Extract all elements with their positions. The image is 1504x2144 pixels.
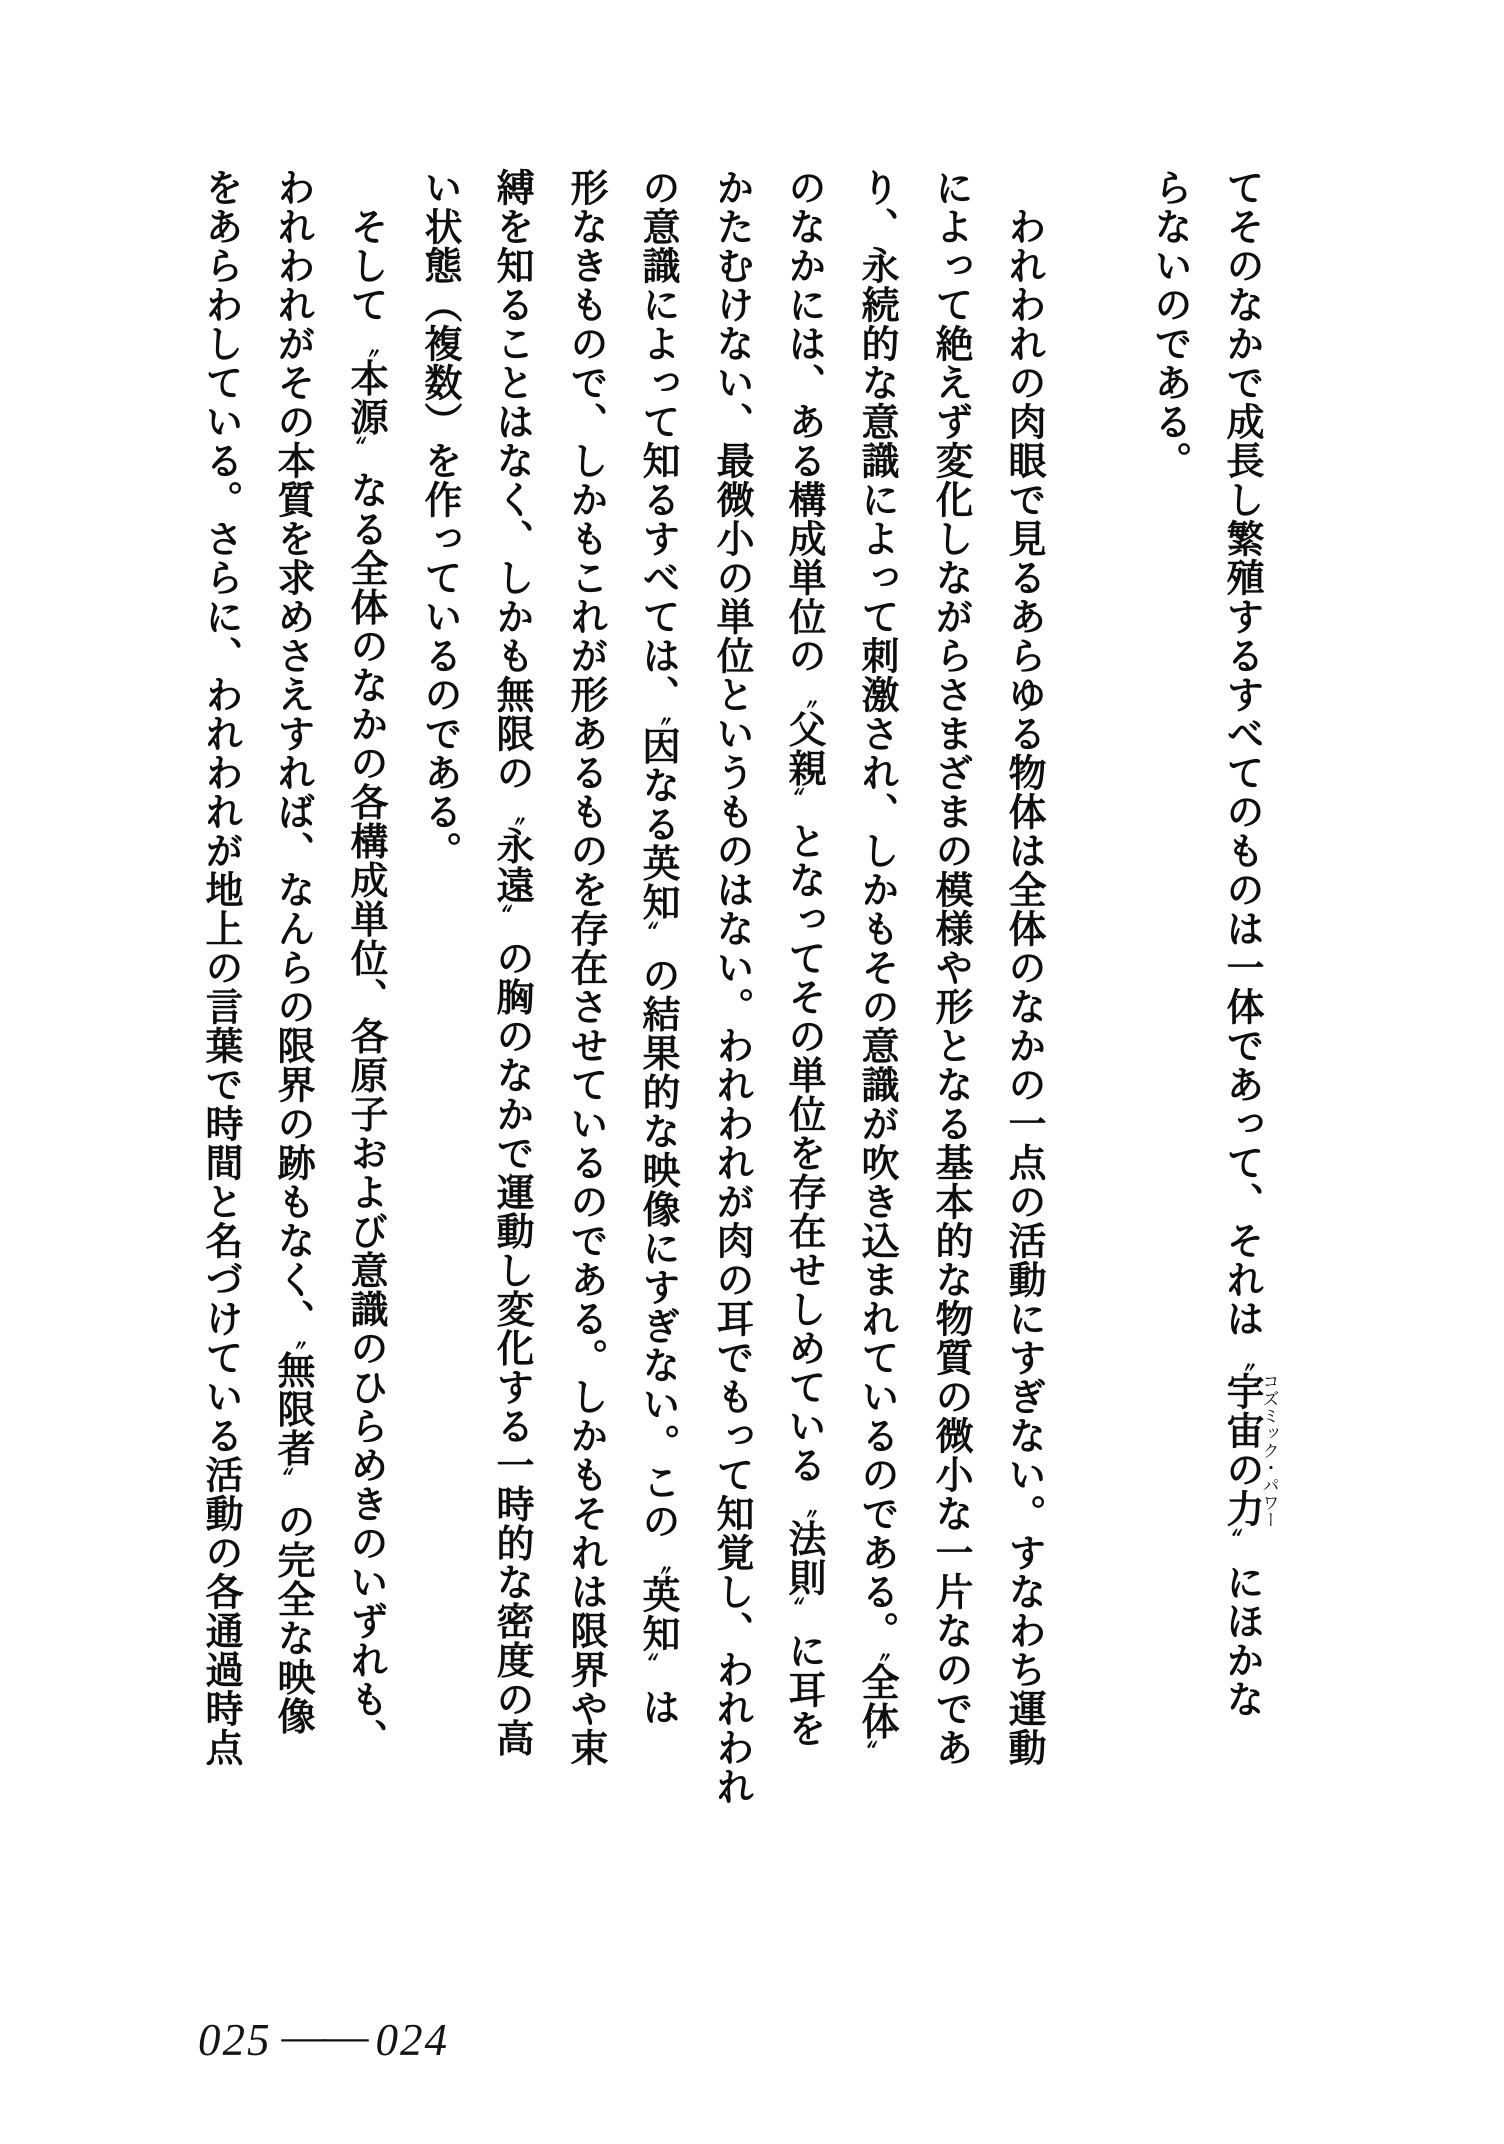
- quote-mark: 〟: [645, 921, 670, 946]
- quote-mark: 〝: [280, 1338, 305, 1351]
- text-run: のなかには、ある構成単位の: [782, 168, 824, 686]
- text-run: い状態（複数）を作っているのである。: [418, 168, 460, 870]
- text-run: そして: [344, 168, 386, 335]
- text-run: 英知: [636, 1575, 678, 1654]
- page-number-right: 024: [375, 2015, 449, 2065]
- quote-mark: 〝: [791, 1495, 816, 1519]
- text-column: [402, 168, 475, 1808]
- quote-mark: 〝: [645, 714, 670, 727]
- quote-mark: 〟: [1229, 1528, 1254, 1553]
- text-run: 因なる英知: [636, 726, 678, 922]
- quote-mark: 〝: [499, 802, 524, 827]
- text-column: [548, 168, 621, 1808]
- text-run: 無限者: [271, 1350, 313, 1468]
- text-run: 永遠: [490, 826, 532, 905]
- text-run: 全体: [855, 1662, 897, 1741]
- quote-mark: 〝: [645, 1551, 670, 1576]
- text-column: [1205, 168, 1278, 1808]
- text-run: は: [636, 1676, 678, 1727]
- text-run: り、永続的な意識によって刺激され、しかもその意識が吹き込まれているのである。: [855, 168, 897, 1650]
- text-run: われわれがその本質を求めさえすれば、なんらの限界の跡もなく、: [271, 168, 313, 1338]
- text-run: 法則: [782, 1518, 824, 1597]
- text-block: [183, 168, 1278, 1808]
- quote-mark: 〝: [791, 685, 816, 710]
- text-run: なる全体のなかの各構成単位、各原子および意識のひらめきのいずれも、: [344, 460, 386, 1758]
- quote-mark: 〝: [353, 334, 378, 359]
- text-run: にほかな: [1220, 1552, 1262, 1719]
- text-run: てそのなかで成長し繁殖するすべてのものは一体であって、それは: [1220, 168, 1262, 1349]
- quote-mark: 〟: [353, 436, 378, 461]
- text-column: [986, 168, 1059, 1808]
- text-run: われわれの肉眼で見るあらゆる物体は全体のなかの一点の活動にすぎない。すなわち運動: [1002, 168, 1044, 1767]
- text-run: 形なきもので、しかもこれが形あるものを存在させているのである。しかもそれは限界や束: [564, 168, 606, 1767]
- furigana: コズミック・パワー: [1259, 1372, 1279, 1529]
- text-run: をあらわしている。さらに、われわれが地上の言葉で時間と名づけている活動の各通過時点: [199, 168, 241, 1767]
- quote-mark: 〝: [1229, 1348, 1254, 1373]
- text-column: [767, 168, 840, 1808]
- text-column: [256, 168, 329, 1808]
- text-column: [1132, 168, 1205, 1808]
- text-column: [621, 168, 694, 1808]
- text-column: [694, 168, 767, 1808]
- text-run: かたむけない、最微小の単位というものはない。われわれが肉の耳でもって知覚し、われわれ: [710, 168, 752, 1806]
- quote-mark: 〟: [791, 787, 816, 812]
- text-column: [840, 168, 913, 1808]
- text-run: らないのである。: [1148, 168, 1190, 480]
- quote-mark: 〟: [280, 1467, 305, 1492]
- text-column: [329, 168, 402, 1808]
- text-run: によって絶えず変化しながらさまざまの模様や形となる基本的な物質の微小な一片なのであ: [929, 168, 971, 1767]
- text-run: の意識によって知るすべては、: [636, 168, 678, 714]
- text-column: [913, 168, 986, 1808]
- text-column: [183, 168, 256, 1808]
- page-number-divider: ――: [281, 2011, 366, 2061]
- text-run: に耳を: [782, 1620, 824, 1749]
- quote-mark: 〟: [645, 1653, 670, 1677]
- text-run: 父親: [782, 709, 824, 788]
- text-run: の結果的な映像にすぎない。この: [636, 945, 678, 1552]
- quote-mark: 〟: [499, 904, 524, 929]
- page-number-left: 025: [198, 2015, 272, 2065]
- text-run: の完全な映像: [271, 1491, 313, 1736]
- blank-column: [1059, 168, 1132, 1808]
- text-run: 縛を知ることはなく、しかも無限の: [490, 168, 532, 803]
- quote-mark: 〟: [791, 1596, 816, 1621]
- text-run: の胸のなかで運動し変化する一時的な密度の高: [490, 928, 532, 1758]
- quote-mark: 〝: [864, 1650, 889, 1663]
- text-column: [475, 168, 548, 1808]
- text-run: となってその単位を存在せしめている: [782, 811, 824, 1496]
- ruby-term: 宇宙の力コズミック・パワー: [1220, 1372, 1279, 1529]
- page-footer: [198, 2011, 449, 2066]
- text-run: 本源: [344, 358, 386, 437]
- quote-mark: 〟: [864, 1740, 889, 1765]
